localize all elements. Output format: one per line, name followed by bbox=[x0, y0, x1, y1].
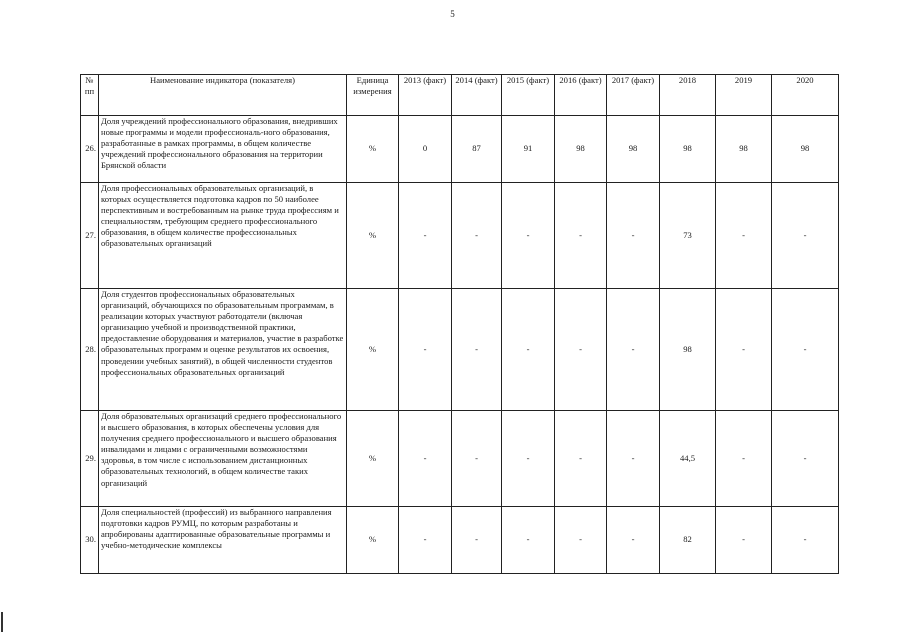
value-2019: - bbox=[716, 183, 772, 289]
unit-cell: % bbox=[347, 507, 399, 574]
value-2020: - bbox=[772, 289, 839, 411]
table-row bbox=[81, 116, 839, 183]
header-num: № пп bbox=[81, 75, 99, 116]
value-2019: 98 bbox=[716, 116, 772, 183]
unit-cell: % bbox=[347, 411, 399, 507]
value-2020: - bbox=[772, 507, 839, 574]
row-number: 27. bbox=[81, 183, 99, 289]
value-2019: - bbox=[716, 507, 772, 574]
table-row bbox=[81, 411, 839, 507]
unit-cell: % bbox=[347, 116, 399, 183]
unit-cell: % bbox=[347, 183, 399, 289]
value-2017: - bbox=[607, 507, 660, 574]
header-row bbox=[81, 75, 839, 116]
value-2013: - bbox=[399, 411, 452, 507]
header-2013: 2013 (факт) bbox=[399, 75, 452, 116]
value-2017: - bbox=[607, 289, 660, 411]
row-number: 30. bbox=[81, 507, 99, 574]
row-number: 26. bbox=[81, 116, 99, 183]
table-row bbox=[81, 289, 839, 411]
value-2015: - bbox=[502, 507, 555, 574]
value-2014: 87 bbox=[452, 116, 502, 183]
header-2014: 2014 (факт) bbox=[452, 75, 502, 116]
header-2019: 2019 bbox=[716, 75, 772, 116]
indicators-table bbox=[80, 74, 839, 574]
value-2017: 98 bbox=[607, 116, 660, 183]
header-2018: 2018 bbox=[660, 75, 716, 116]
value-2020: - bbox=[772, 411, 839, 507]
value-2015: - bbox=[502, 411, 555, 507]
table-row bbox=[81, 507, 839, 574]
value-2017: - bbox=[607, 183, 660, 289]
header-2015: 2015 (факт) bbox=[502, 75, 555, 116]
page-number: 5 bbox=[450, 9, 455, 19]
header-unit: Единица измерения bbox=[347, 75, 399, 116]
value-2015: - bbox=[502, 183, 555, 289]
value-2018: 98 bbox=[660, 289, 716, 411]
value-2019: - bbox=[716, 411, 772, 507]
indicator-name: Доля образовательных организаций среднего профессионального и высшего образования, в которых обеспечены условия для получения среднего профессионального и высшего образования инвалидами и лицами с ограниченными возможностями здоровья, в том числе с использованием дистанционных образовательных технологий, в общем количестве таких организаций bbox=[99, 411, 347, 507]
value-2020: 98 bbox=[772, 116, 839, 183]
indicator-name: Доля студентов профессиональных образовательных организаций, обучающихся по образовательным программам, в реализации которых участвуют работодатели (включая организацию учебной и производственной практики, предоставление оборудования и материалов, участие в разработке образовательных программ и оценке результатов их освоения, проведении учебных занятий), в общей численности студентов профессиональных образовательных организаций bbox=[99, 289, 347, 411]
value-2016: - bbox=[555, 183, 607, 289]
value-2013: 0 bbox=[399, 116, 452, 183]
value-2014: - bbox=[452, 289, 502, 411]
value-2014: - bbox=[452, 183, 502, 289]
value-2017: - bbox=[607, 411, 660, 507]
table-row bbox=[81, 183, 839, 289]
value-2014: - bbox=[452, 507, 502, 574]
header-2020: 2020 bbox=[772, 75, 839, 116]
value-2013: - bbox=[399, 289, 452, 411]
header-2017: 2017 (факт) bbox=[607, 75, 660, 116]
value-2016: - bbox=[555, 411, 607, 507]
row-number: 29. bbox=[81, 411, 99, 507]
indicator-name: Доля учреждений профессионального образования, внедривших новые программы и модели профессиональ-ного образования, разработанные в рамках программы, в общем количестве учреждений профессионального образования на территории Брянской области bbox=[99, 116, 347, 183]
value-2018: 82 bbox=[660, 507, 716, 574]
value-2016: 98 bbox=[555, 116, 607, 183]
value-2013: - bbox=[399, 507, 452, 574]
value-2013: - bbox=[399, 183, 452, 289]
value-2018: 44,5 bbox=[660, 411, 716, 507]
indicator-name: Доля профессиональных образовательных организаций, в которых осуществляется подготовка кадров по 50 наиболее перспективным и востребованным на рынке труда профессиям и специальностям, требующим среднего профессионального образования, в общем количестве профессиональных образовательных организаций bbox=[99, 183, 347, 289]
value-2019: - bbox=[716, 289, 772, 411]
row-number: 28. bbox=[81, 289, 99, 411]
value-2015: 91 bbox=[502, 116, 555, 183]
value-2016: - bbox=[555, 507, 607, 574]
value-2014: - bbox=[452, 411, 502, 507]
header-2016: 2016 (факт) bbox=[555, 75, 607, 116]
unit-cell: % bbox=[347, 289, 399, 411]
value-2018: 73 bbox=[660, 183, 716, 289]
header-name: Наименование индикатора (показателя) bbox=[99, 75, 347, 116]
scan-edge-mark bbox=[1, 612, 3, 632]
value-2015: - bbox=[502, 289, 555, 411]
value-2016: - bbox=[555, 289, 607, 411]
indicator-name: Доля специальностей (профессий) из выбранного направления подготовки кадров РУМЦ, по которым разработаны и апробированы адаптированные образовательные программы и учебно-методические комплексы bbox=[99, 507, 347, 574]
value-2020: - bbox=[772, 183, 839, 289]
value-2018: 98 bbox=[660, 116, 716, 183]
